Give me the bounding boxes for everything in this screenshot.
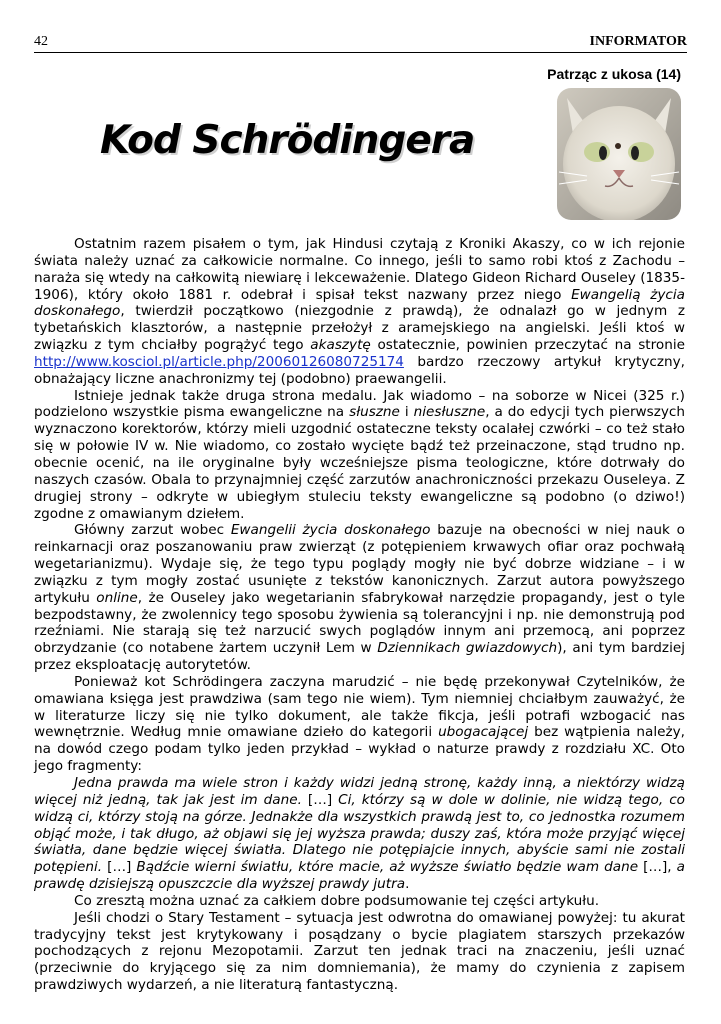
quote-text: Ci, którzy są w dole w dolinie, nie widzą tego, co widzą ci, którzy stoją na górze. Jednakże dla wszystkich prawdą jest to, co jednostka rozumem objąć może, i tak długo, aż objawi się jej wyższa prawda; duszy zaś, która może przyjąć więcej światła, dane będzie więcej światła. Dlatego nie potępiajcie innych, abyście sami nie zostali potępieni. bbox=[34, 791, 685, 876]
quote-text: Bądźcie wierni światłu, które macie, aż wyższe światło będzie wam dane bbox=[136, 859, 639, 876]
text-run: , a do edycji tych pierwszych wyznaczono korektorów, którzy mieli uzgodnić ostateczne teksty ocalałej czwórki – co też stało się w połowie IV w. Nie wiadomo, co zostało wycięte bądź też przeinaczone, stąd trudno np. obecnie ocenić, na ile oryginalne były wcześniejsze pisma teologiczne, które dotrwały do naszych czasów. Obala to przynajmniej część zarzutów anachroniczności przekazu Ouseleya. Z drugiej strony – odkryte w ubiegłym stuleciu teksty ewangeliczne są podobno (o dziwo!) zgodne z omawianym dziełem. bbox=[34, 404, 686, 522]
emphasis: online bbox=[96, 589, 138, 606]
article-body bbox=[34, 236, 685, 994]
text-run: bazuje na obecności w niej nauk o reinkarnacji oraz poszanowaniu praw zwierząt (z potępieniem krwawych ofiar oraz pochwałą wegetarianizmu). Wydaje się, że tego typu poglądy mogły nie być dobrze widziane – i w związku z tym mogły zostać usunięte z tekstów kanonicznych. Zarzut autora powyższego artykułu bbox=[34, 522, 685, 606]
text-run: Ponieważ kot Schrödingera zaczyna marudzić – nie będę przekonywał Czytelników, że omawiana księga jest prawdziwa (sam tego nie wiem). Tym niemniej chciałbym zauważyć, że w literaturze liczy się nie tylko dokument, ale także fikcja, jeśli potrafi wzbogacić nas wewnętrznie. Według mnie omawiane dzieło do kategorii bbox=[34, 673, 685, 741]
text-run: Główny zarzut wobec bbox=[74, 522, 231, 539]
text-run: bardzo rzeczowy artykuł krytyczny, obnażający liczne anachronizmy tej (podobno) praewangelii. bbox=[34, 353, 685, 387]
emphasis: akaszytę bbox=[310, 337, 371, 354]
quoted-fragment bbox=[34, 775, 685, 893]
ellipsis: […] bbox=[301, 791, 339, 808]
paragraph: Jeśli chodzi o Stary Testament – sytuacja jest odwrotna do omawianej powyżej: tu akurat tradycyjny tekst jest krytykowany i posądzany o bycie plagiatem starszych przekazów pochodzących z rejonu Mezopotamii. Zarzut ten jednak traci na znaczeniu, jeśli uznać (przeciwnie do kryjącego się za nim domniemania), że mamy do czynienia z zapisem prawdziwych wydarzeń, a nie literaturą fantastyczną. bbox=[34, 909, 685, 994]
book-title: Dziennikach gwiazdowych bbox=[377, 640, 558, 657]
text-run: , twierdził początkowo (niezgodnie z prawdą), że odnalazł go w jednym z tybetańskich klasztorów, a następnie przełożył z aramejskiego na angielski. Jeśli ktoś w związku z tym chciałby pogrążyć tego bbox=[34, 303, 685, 354]
text-run: , że Ouseley jako wegetarianin sfabrykował narzędzie propagandy, jest o tyle bezpodstawny, że zwolennicy tego sposobu żywienia są tolerancyjni i np. nie demonstrują pod rzeźniami. Nie starają się też narzucić swych poglądów innym ani przemocą, ani poprzez obrzydzanie (co notabene żartem uczynił Lem w bbox=[34, 589, 686, 657]
text-run: ), ani tym bardziej przez eksploatację autorytetów. bbox=[34, 640, 685, 674]
book-title: Ewangelią życia doskonałego bbox=[34, 286, 685, 320]
running-header bbox=[34, 34, 687, 53]
paragraph bbox=[34, 522, 685, 674]
text-run: Ostatnim razem pisałem o tym, jak Hindusi czytają z Kroniki Akaszy, co w ich rejonie świata należy uznać za całkowicie normalne. Co innego, jeśli to samo robi ktoś z Zachodu – naraża się wtedy na całkowitą niewiarę i lekceważenie. Dlatego Gideon Richard Ouseley (1835-1906), który około 1881 r. odebrał i spisał tekst nazwany przez niego bbox=[34, 236, 685, 303]
book-title: Ewangelii życia doskonałego bbox=[230, 522, 431, 539]
article-title: Kod Schrödingera bbox=[100, 118, 475, 163]
emphasis: ubogacającej bbox=[438, 724, 529, 741]
emphasis: słuszne bbox=[349, 404, 400, 421]
cat-photo bbox=[557, 88, 681, 220]
column-label: Patrząc z ukosa (14) bbox=[547, 66, 681, 82]
quote-text: Jedna prawda ma wiele stron i każdy widzi jedną stronę, każdy inną, a niektórzy widzą więcej niż jedną, tak jak jest im dane. bbox=[34, 775, 685, 808]
paragraph bbox=[34, 388, 685, 523]
paragraph bbox=[34, 236, 685, 388]
text-run: ostatecznie, powinien przeczytać na stronie bbox=[370, 337, 685, 354]
text-run: i bbox=[399, 404, 414, 421]
cat-illustration bbox=[557, 88, 681, 220]
ellipsis: […], bbox=[638, 859, 677, 876]
article-title-block bbox=[100, 118, 520, 188]
article-link[interactable]: http://www.kosciol.pl/article.php/20060126080725174 bbox=[34, 353, 404, 370]
journal-name: INFORMATOR bbox=[589, 34, 687, 49]
text-run: . bbox=[405, 876, 410, 893]
paragraph bbox=[34, 674, 685, 775]
text-run: Istnieje jednak także druga strona medalu. Jak wiadomo – na soborze w Nicei (325 r.) podzielono wszystkie pisma ewangeliczne na bbox=[34, 387, 685, 421]
page-number: 42 bbox=[34, 34, 48, 49]
ellipsis: […] bbox=[102, 859, 137, 876]
text-run: bez wątpienia należy, na dowód czego podam tylko jeden przykład – wykład o naturze prawdy z rozdziału XC. Oto jego fragmenty: bbox=[34, 724, 685, 775]
emphasis: niesłuszne bbox=[413, 404, 486, 421]
paragraph: Co zresztą można uznać za całkiem dobre podsumowanie tej części artykułu. bbox=[74, 892, 600, 909]
quote-text: a prawdę dzisiejszą opuszczcie dla wyższej prawdy jutra bbox=[34, 859, 685, 893]
